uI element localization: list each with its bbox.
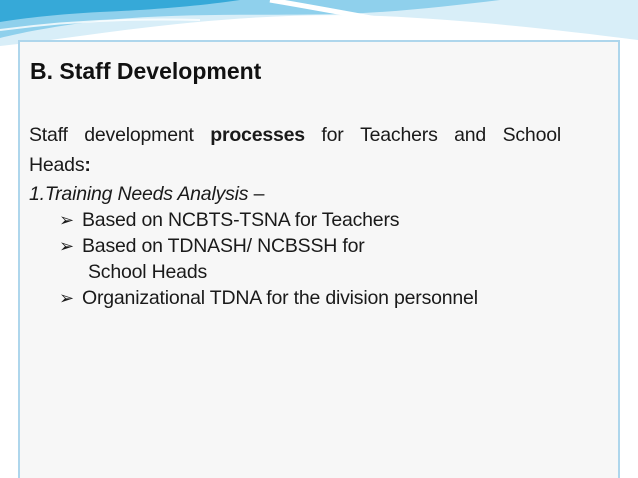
arrow-bullet-icon: ➢ [59, 288, 74, 308]
bullet-text: Organizational TDNA for the division personnel [82, 287, 478, 309]
section-label: 1.Training Needs Analysis [29, 183, 249, 205]
intro-word: and [454, 124, 487, 146]
intro-word: Staff [29, 124, 68, 146]
slide-body [29, 120, 569, 311]
intro-line-2 [29, 150, 569, 181]
bullet-text: Based on NCBTS-TSNA for Teachers [82, 209, 400, 231]
list-item [29, 207, 569, 233]
list-item [29, 285, 569, 311]
intro-word: School [502, 124, 561, 146]
intro-heads: Heads [29, 154, 85, 176]
intro-colon: : [84, 154, 91, 176]
section-heading [29, 181, 569, 207]
intro-word: for [321, 124, 344, 146]
intro-word-emphasis: processes [210, 124, 305, 146]
intro-line-1 [29, 120, 561, 151]
bullet-text: Based on TDNASH/ NCBSSH for [82, 235, 365, 257]
bullet-continuation: School Heads [88, 261, 208, 283]
section-dash: – [248, 183, 265, 205]
slide-title: B. Staff Development [30, 58, 262, 84]
intro-word: Teachers [360, 124, 438, 146]
list-item [29, 233, 569, 285]
intro-word: development [84, 124, 194, 146]
arrow-bullet-icon: ➢ [59, 236, 74, 256]
bullet-list [29, 207, 569, 311]
arrow-bullet-icon: ➢ [59, 210, 74, 230]
